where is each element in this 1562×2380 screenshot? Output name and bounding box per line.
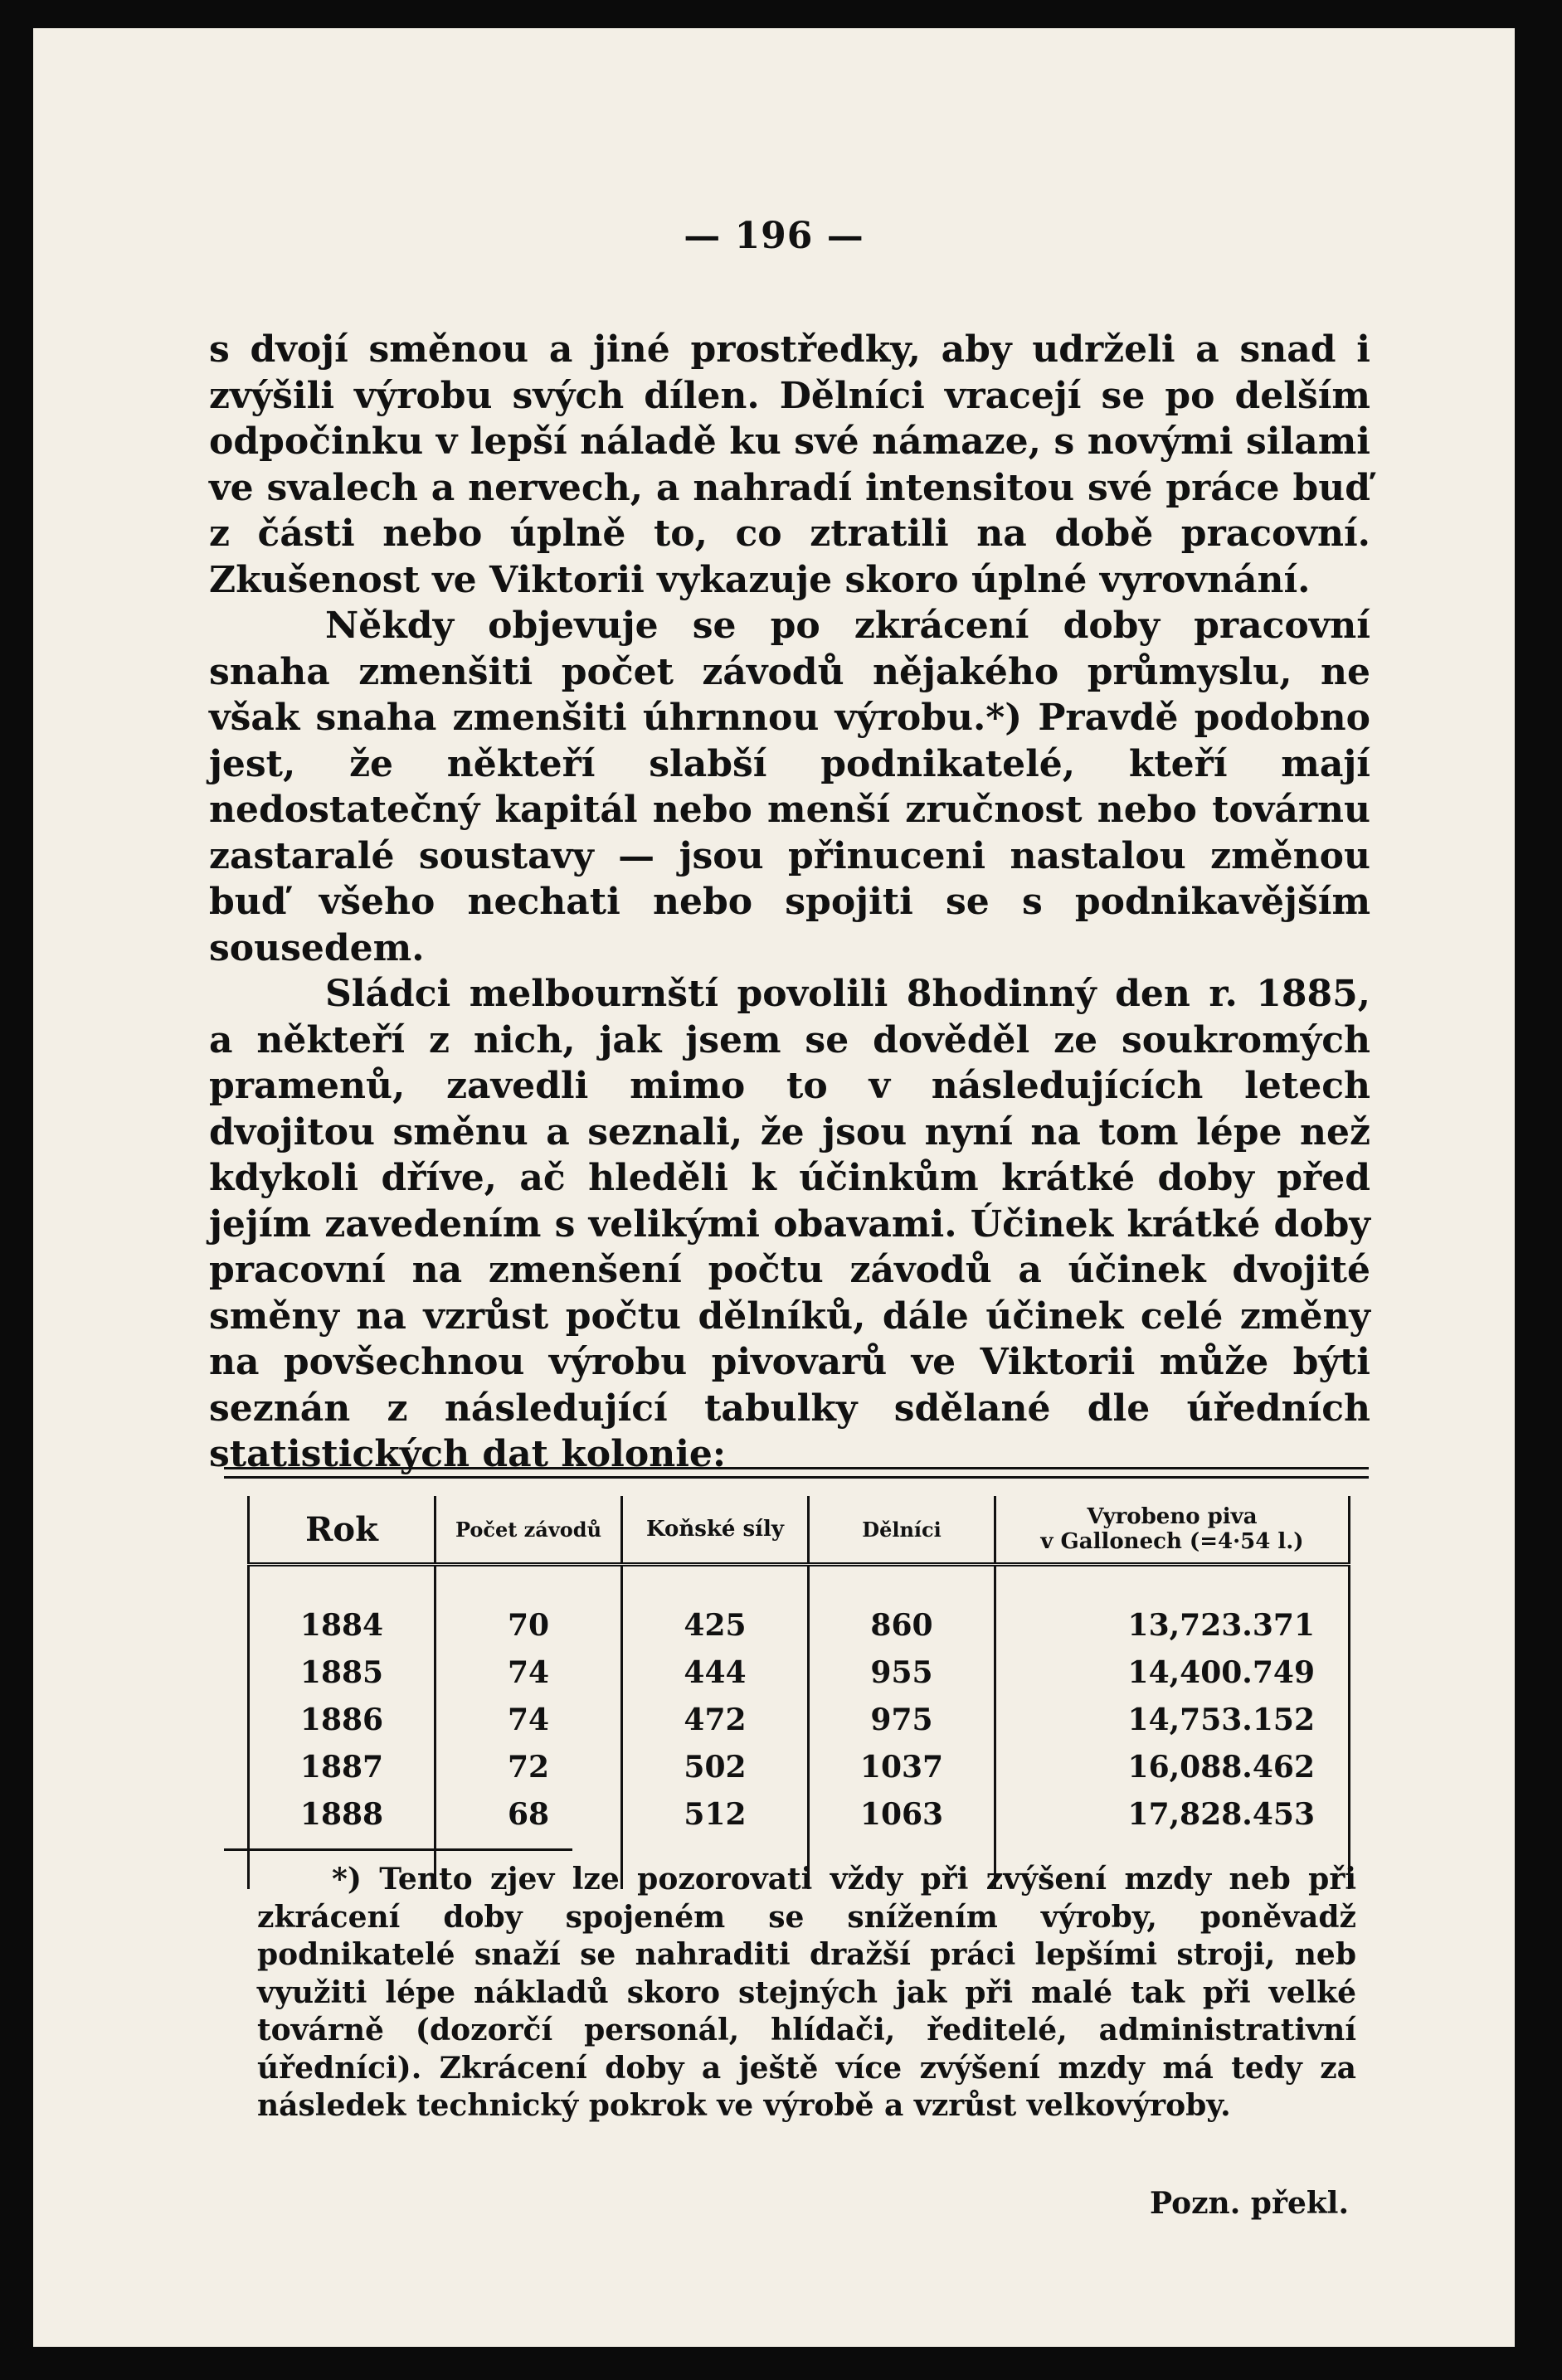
header-output [995, 1496, 1350, 1565]
header-output-line2: v Gallonech (=4·54 l.) [1040, 1529, 1304, 1554]
footnote-signature: Pozn. překl. [1150, 2186, 1349, 2221]
table-spacer-row [249, 1565, 1350, 1602]
cell-workers: 975 [809, 1696, 995, 1743]
cell-workers: 1063 [809, 1790, 995, 1838]
table-row [249, 1743, 1350, 1790]
cell-output: 16,088.462 [995, 1743, 1350, 1790]
cell-horsepower: 444 [622, 1649, 809, 1696]
cell-output: 13,723.371 [995, 1601, 1350, 1649]
header-output-line1: Vyrobeno piva [1087, 1504, 1258, 1529]
table-row [249, 1790, 1350, 1838]
header-horsepower: Koňské síly [622, 1496, 809, 1565]
cell-year: 1885 [249, 1649, 436, 1696]
footnote-text: *) Tento zjev lze pozorovati vždy při zvýšení mzdy neb při zkrácení doby spojeném se snížením výroby, poněvadž podnikatelé snaží se nahraditi dražší práci lepšími stroji, neb využiti lépe nákladů skoro stejných jak při malé tak při velké továrně (dozorčí personál, hlídači, ředitelé, administrativní úředníci). Zkrácení doby a ještě více zvýšení mzdy má tedy za následek technický pokrok ve výrobě a vzrůst velkovýroby. [257, 1862, 1356, 2123]
cell-year: 1884 [249, 1601, 436, 1649]
cell-output: 14,753.152 [995, 1696, 1350, 1743]
footnote [257, 1861, 1356, 2125]
cell-plants: 70 [436, 1601, 622, 1649]
page-number: — 196 — [684, 215, 864, 257]
cell-workers: 1037 [809, 1743, 995, 1790]
page [33, 28, 1515, 2347]
table-top-rule [224, 1467, 1369, 1479]
footnote-rule [224, 1848, 572, 1851]
table-row [249, 1696, 1350, 1743]
cell-horsepower: 502 [622, 1743, 809, 1790]
header-plants: Počet závodů [436, 1496, 622, 1565]
header-workers: Dělníci [809, 1496, 995, 1565]
table-row [249, 1649, 1350, 1696]
header-year: Rok [249, 1496, 436, 1565]
cell-year: 1888 [249, 1790, 436, 1838]
cell-year: 1887 [249, 1743, 436, 1790]
cell-horsepower: 512 [622, 1790, 809, 1838]
cell-workers: 955 [809, 1649, 995, 1696]
cell-workers: 860 [809, 1601, 995, 1649]
cell-plants: 74 [436, 1696, 622, 1743]
table-row [249, 1601, 1350, 1649]
brewery-statistics-table [247, 1496, 1350, 1889]
cell-horsepower: 425 [622, 1601, 809, 1649]
cell-year: 1886 [249, 1696, 436, 1743]
cell-plants: 74 [436, 1649, 622, 1696]
cell-plants: 68 [436, 1790, 622, 1838]
paragraph-1: s dvojí směnou a jiné prostředky, aby udrželi a snad i zvýšili výrobu svých dílen. Dělníci vracejí se po delším odpočinku v lepší náladě ku své námaze, s novými silami ve svalech a nervech, a nahradí intensitou své práce buď z části nebo úplně to, co ztratili na době pracovní. Zkušenost ve Viktorii vykazuje skoro úplné vyrovnání. [209, 328, 1370, 601]
cell-horsepower: 472 [622, 1696, 809, 1743]
cell-output: 17,828.453 [995, 1790, 1350, 1838]
paragraph-3: Sládci melbournští povolili 8hodinný den r. 1885, a někteří z nich, jak jsem se dověděl ze soukromých pramenů, zavedli mimo to v následujících letech dvojitou směnu a seznali, že jsou nyní na tom lépe než kdykoli dříve, ač hleděli k účinkům krátké doby před jejím zavedením s velikými obavami. Účinek krátké doby pracovní na zmenšení počtu závodů a účinek dvojité směny na vzrůst počtu dělníků, dále účinek celé změny na povšechnou výrobu pivovarů ve Viktorii může býti seznán z následující tabulky sdělané dle úředních statistických dat kolonie: [209, 973, 1370, 1475]
table-header-row [249, 1496, 1350, 1565]
cell-plants: 72 [436, 1743, 622, 1790]
cell-output: 14,400.749 [995, 1649, 1350, 1696]
body-text [209, 327, 1370, 1478]
paragraph-2: Někdy objevuje se po zkrácení doby pracovní snaha zmenšiti počet závodů nějakého průmyslu, ne však snaha zmenšiti úhrnnou výrobu.*) Pravdě podobno jest, že někteří slabší podnikatelé, kteří mají nedostatečný kapitál nebo menší zručnost nebo továrnu zastaralé soustavy — jsou přinuceni nastalou změnou buď všeho nechati nebo spojiti se s podnikavějším sousedem. [209, 605, 1370, 969]
